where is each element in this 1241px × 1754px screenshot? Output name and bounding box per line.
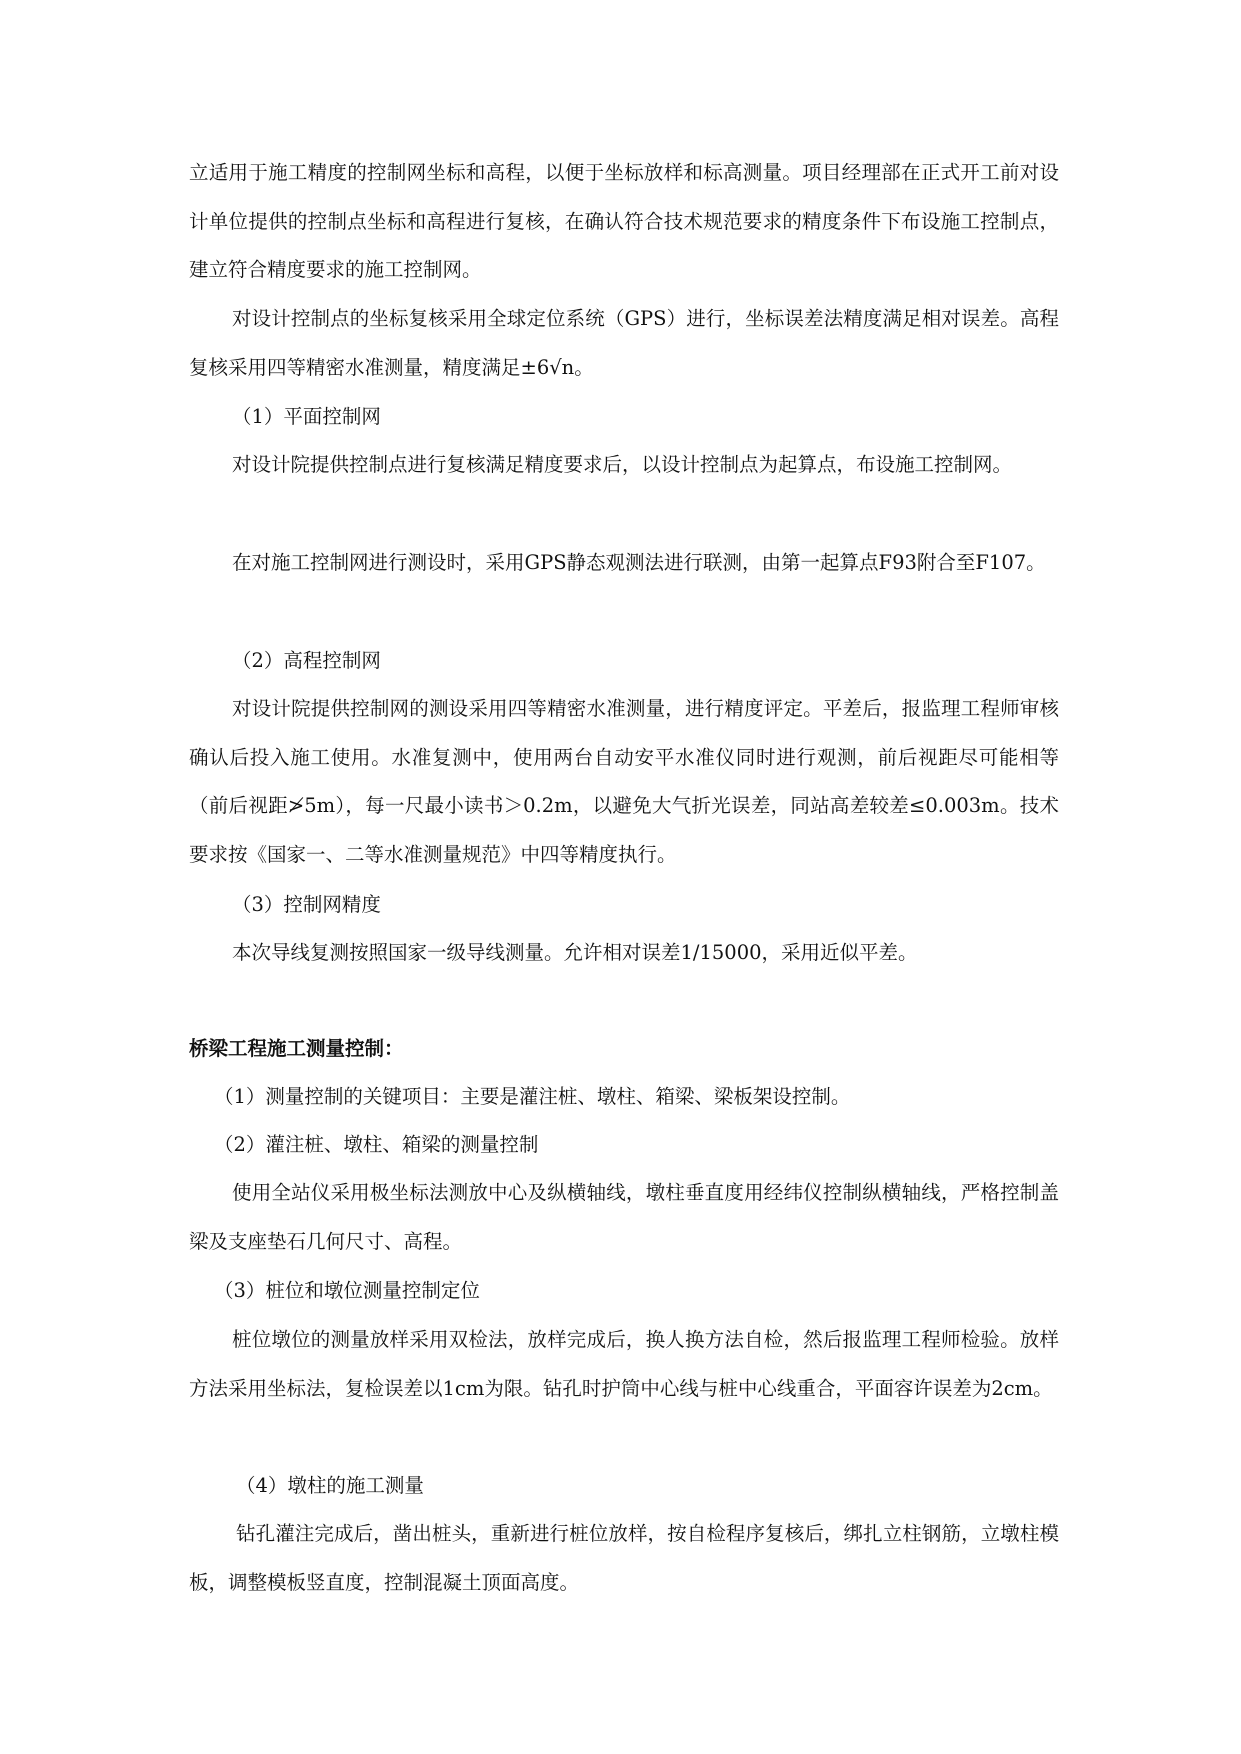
item-column-survey: （4）墩柱的施工测量 — [236, 1474, 424, 1497]
paragraph-double-check: 桩位墩位的测量放样采用双检法，放样完成后，换人换方法自检，然后报监理工程师检验。放样方法采用坐标法，复检误差以1cm为限。钻孔时护筒中心线与桩中心线重合，平面容许误差为2cm。 — [189, 1328, 1059, 1400]
item-key-items: （1）测量控制的关键项目：主要是灌注桩、墩柱、箱梁、梁板架设控制。 — [214, 1085, 851, 1108]
paragraph-control-network-intro: 立适用于施工精度的控制网坐标和高程，以便于坐标放样和标高测量。项目经理部在正式开工前对设计单位提供的控制点坐标和高程进行复核，在确认符合技术规范要求的精度条件下布设施工控制点，建立符合精度要求的施工控制网。 — [189, 161, 1059, 281]
heading-network-precision: （3）控制网精度 — [232, 893, 381, 916]
paragraph-leveling: 对设计院提供控制网的测设采用四等精密水准测量，进行精度评定。平差后，报监理工程师审核确认后投入施工使用。水准复测中，使用两台自动安平水准仪同时进行观测，前后视距尽可能相等（前后视距≯5m），每一尺最小读书＞0.2m，以避免大气折光误差，同站高差较差≤0.003m。技术要求按《国家一、二等水准测量规范》中四等精度执行。 — [189, 697, 1059, 866]
paragraph-total-station: 使用全站仪采用极坐标法测放中心及纵横轴线，墩柱垂直度用经纬仪控制纵横轴线，严格控制盖梁及支座垫石几何尺寸、高程。 — [189, 1181, 1059, 1253]
paragraph-gps-check: 对设计控制点的坐标复核采用全球定位系统（GPS）进行，坐标误差法精度满足相对误差。高程复核采用四等精密水准测量，精度满足±6√n。 — [189, 307, 1059, 379]
item-pile-column-girder: （2）灌注桩、墩柱、箱梁的测量控制 — [214, 1133, 539, 1156]
paragraph-plane-control: 对设计院提供控制点进行复核满足精度要求后，以设计控制点为起算点，布设施工控制网。 — [232, 453, 1013, 476]
paragraph-traverse: 本次导线复测按照国家一级导线测量。允许相对误差1/15000，采用近似平差。 — [232, 941, 918, 964]
heading-elevation-control-network: （2）高程控制网 — [232, 649, 381, 672]
heading-plane-control-network: （1）平面控制网 — [232, 405, 381, 428]
paragraph-gps-static: 在对施工控制网进行测设时，采用GPS静态观测法进行联测，由第一起算点F93附合至F107。 — [232, 551, 1046, 574]
paragraph-column-construction: 钻孔灌注完成后，凿出桩头，重新进行桩位放样，按自检程序复核后，绑扎立柱钢筋，立墩柱模板，调整模板竖直度，控制混凝土顶面高度。 — [189, 1522, 1059, 1594]
item-pile-positioning: （3）桩位和墩位测量控制定位 — [214, 1279, 480, 1302]
section-title: 桥梁工程施工测量控制： — [189, 1037, 404, 1060]
